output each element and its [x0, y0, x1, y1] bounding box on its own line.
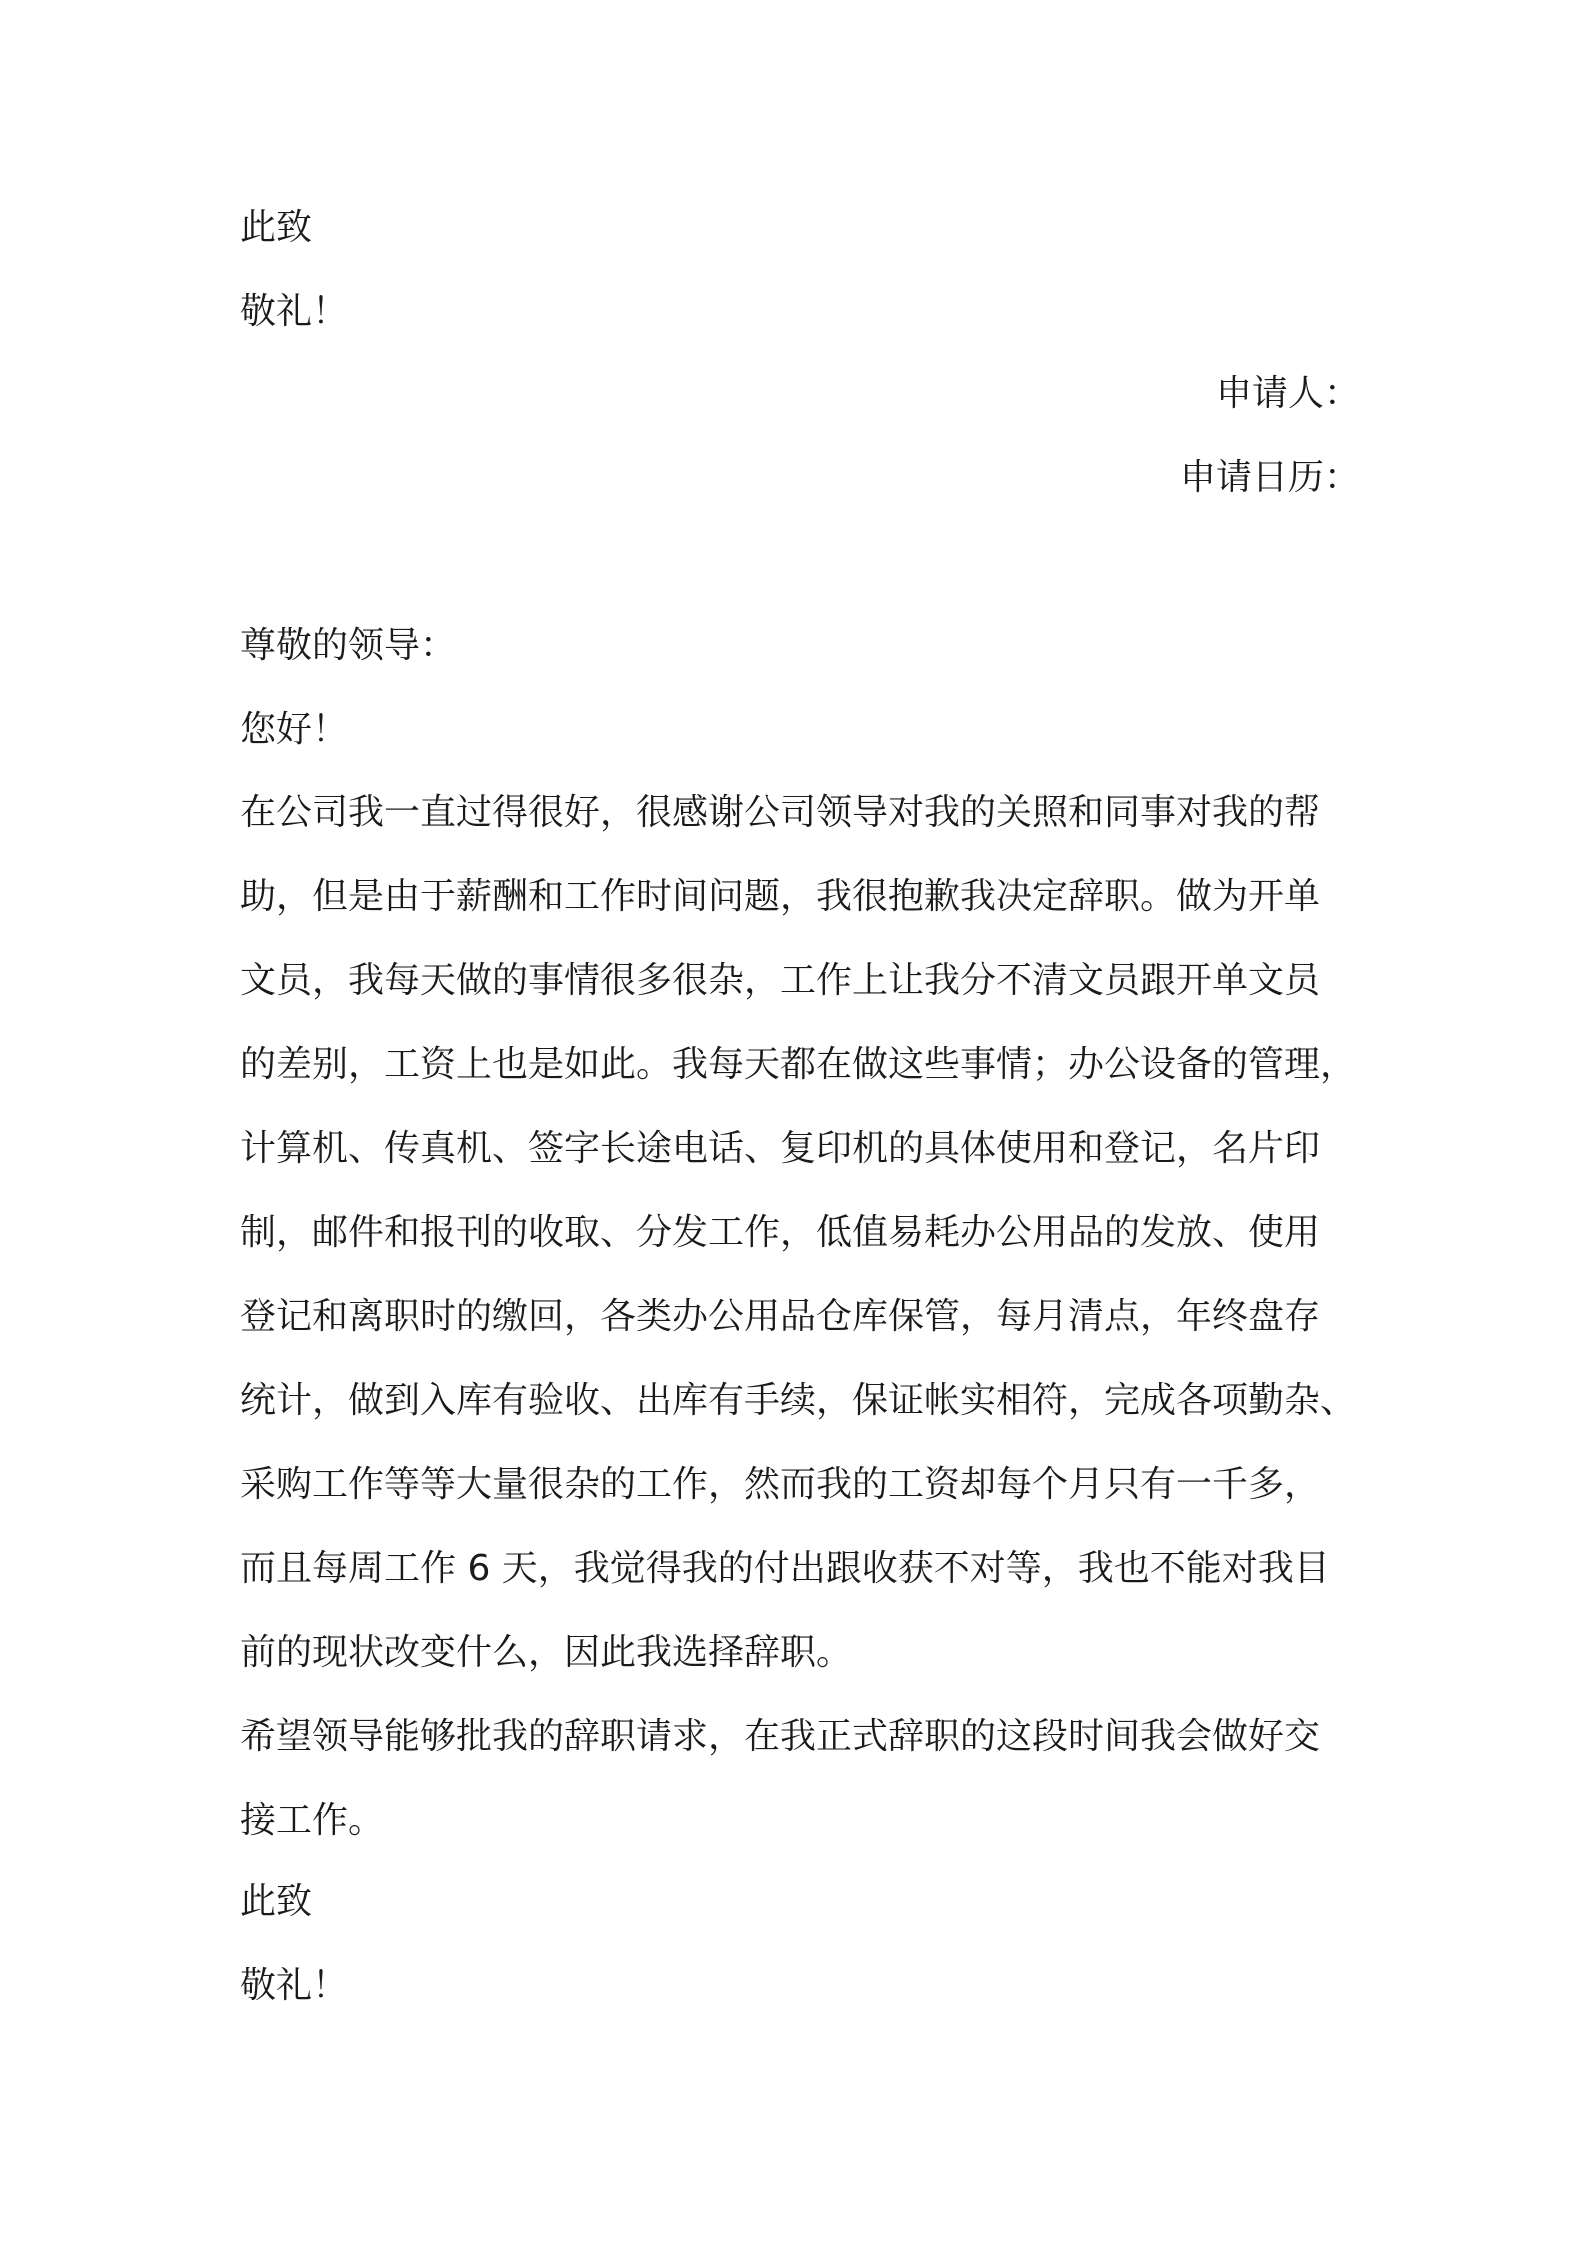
bottom-closing	[240, 1860, 1360, 2028]
body-line: 登记和离职时的缴回，各类办公用品仓库保管，每月清点，年终盘存	[240, 1296, 1321, 1337]
body-line: 统计，做到入库有验收、出库有手续，保证帐实相符，完成各项勤杂、	[240, 1380, 1357, 1421]
salutation: 尊敬的领导：	[240, 625, 457, 666]
closing-line-zhizhi: 此致	[240, 207, 313, 248]
body-line: 文员，我每天做的事情很多很杂，工作上让我分不清文员跟开单文员	[240, 960, 1321, 1001]
body-line: 助，但是由于薪酬和工作时间问题，我很抱歉我决定辞职。做为开单	[240, 876, 1321, 917]
body-line: 而且每周工作 6 天，我觉得我的付出跟收获不对等，我也不能对我目	[240, 1548, 1330, 1589]
closing-line-jingli: 敬礼！	[240, 291, 349, 332]
letter-body	[240, 771, 1360, 1863]
body-line: 接工作。	[240, 1800, 385, 1841]
body-line: 希望领导能够批我的辞职请求，在我正式辞职的这段时间我会做好交	[240, 1716, 1321, 1757]
signature-block	[240, 352, 1360, 520]
body-line: 的差别，工资上也是如此。我每天都在做这些事情；办公设备的管理，	[240, 1044, 1357, 1085]
body-line: 前的现状改变什么，因此我选择辞职。	[240, 1632, 853, 1673]
top-closing	[240, 186, 1360, 354]
closing-line-zhizhi: 此致	[240, 1881, 313, 1922]
body-line: 采购工作等等大量很杂的工作，然而我的工资却每个月只有一千多，	[240, 1464, 1321, 1505]
application-date-label: 申请日历：	[1179, 457, 1360, 498]
closing-line-jingli: 敬礼！	[240, 1965, 349, 2006]
body-line: 制，邮件和报刊的收取、分发工作，低值易耗办公用品的发放、使用	[240, 1212, 1321, 1253]
applicant-label: 申请人：	[1215, 373, 1360, 414]
hello-line: 您好！	[240, 709, 349, 750]
body-line: 在公司我一直过得很好，很感谢公司领导对我的关照和同事对我的帮	[240, 792, 1321, 833]
greeting	[240, 604, 1360, 772]
body-line: 计算机、传真机、签字长途电话、复印机的具体使用和登记，名片印	[240, 1128, 1321, 1169]
